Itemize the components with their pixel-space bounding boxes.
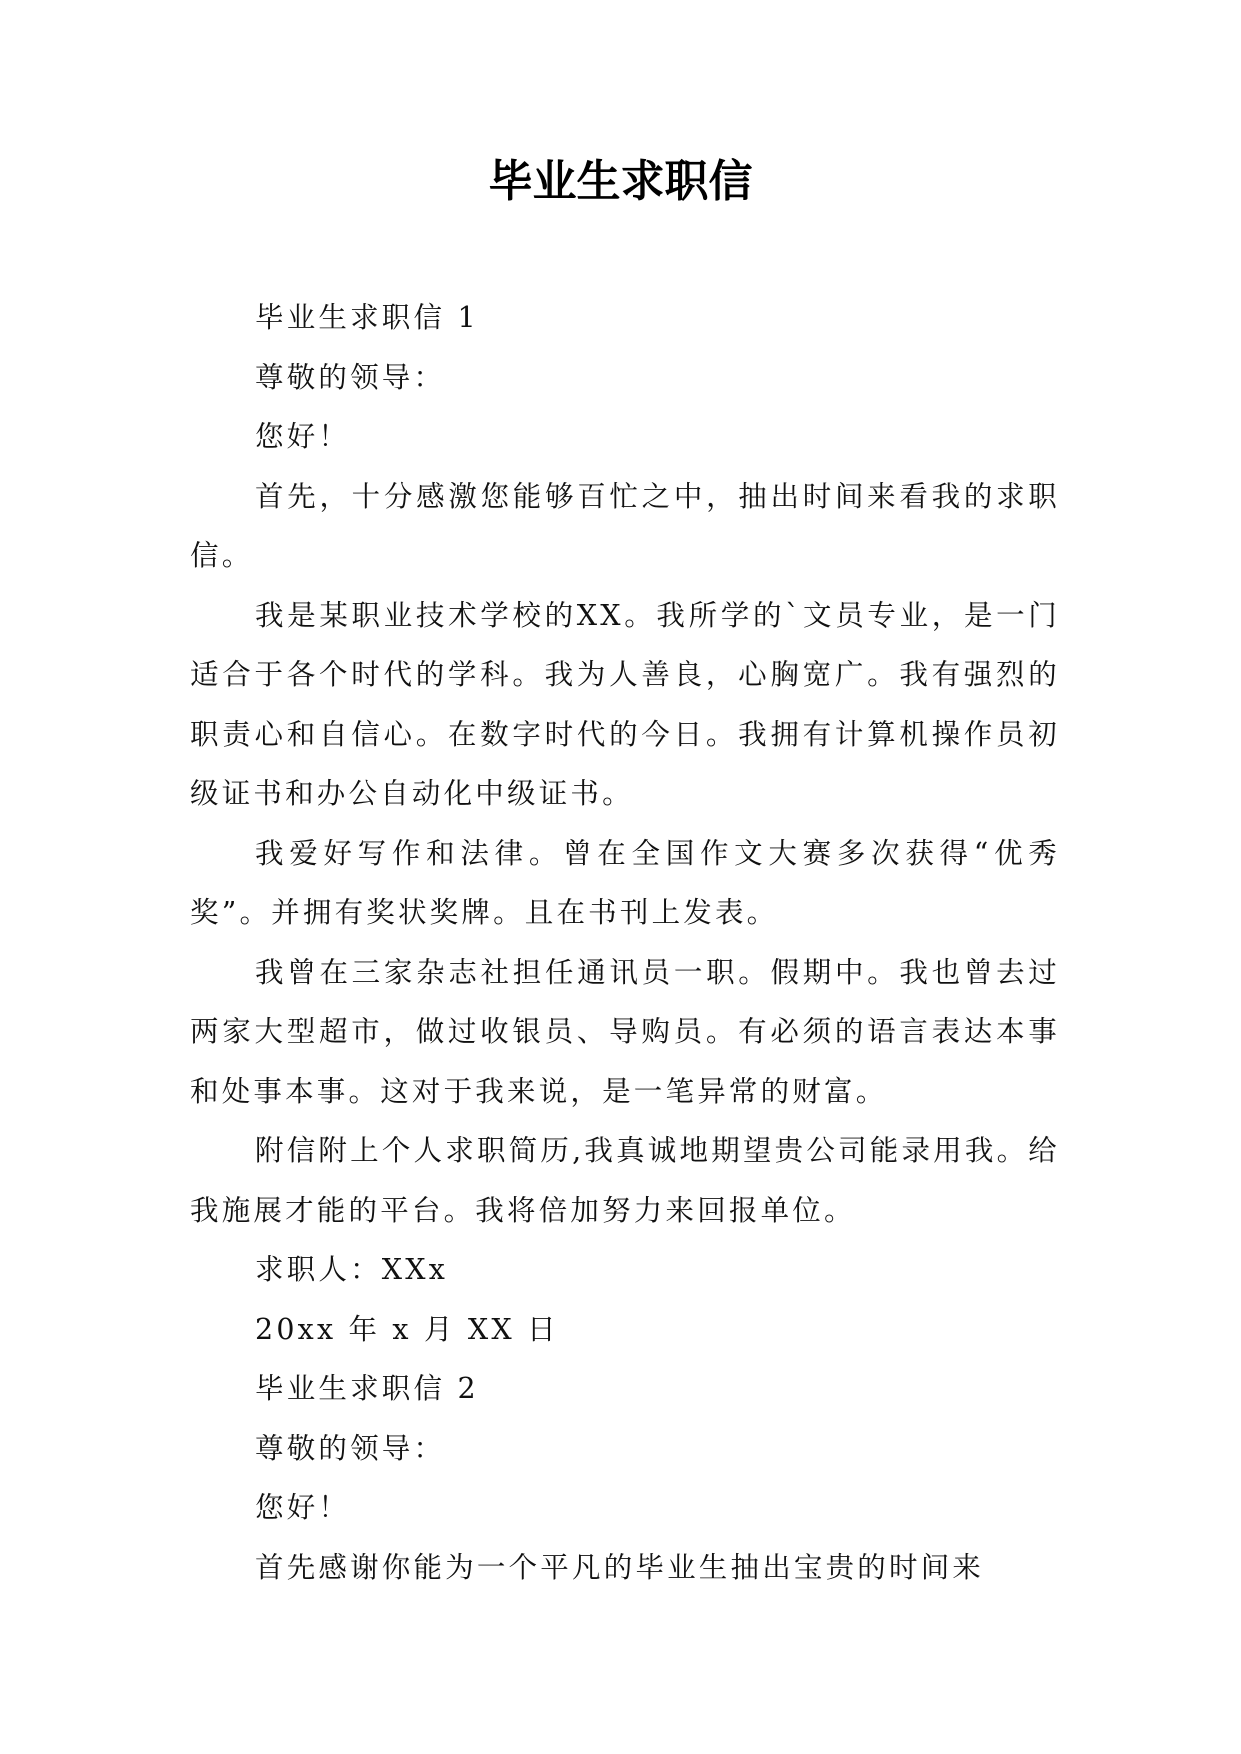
- paragraph-salutation: 尊敬的领导：: [255, 360, 446, 394]
- paragraph-heading-2: 毕业生求职信 2: [255, 1372, 479, 1405]
- paragraph-greeting: 您好！: [255, 420, 351, 453]
- document-title: 毕业生求职信: [488, 156, 753, 207]
- paragraph-salutation: 尊敬的领导：: [255, 1431, 446, 1465]
- paragraph: 附信附上个人求职简历,我真诚地期望贵公司能录用我。给我施展才能的平台。我将倍加努力来回报单位。: [190, 1134, 1060, 1227]
- document-body: [190, 288, 1060, 1597]
- paragraph-heading-1: 毕业生求职信 1: [255, 301, 479, 334]
- paragraph-signature: 求职人：XXx: [255, 1253, 449, 1286]
- paragraph: 我爱好写作和法律。曾在全国作文大赛多次获得“优秀奖”。并拥有奖状奖牌。且在书刊上发表。: [190, 836, 1060, 929]
- paragraph-date: 20xx 年 x 月 XX 日: [255, 1312, 559, 1346]
- paragraph: 首先，十分感激您能够百忙之中，抽出时间来看我的求职信。: [190, 479, 1060, 572]
- paragraph-greeting: 您好！: [255, 1491, 351, 1524]
- paragraph: 我是某职业技术学校的XX。我所学的`文员专业，是一门适合于各个时代的学科。我为人善良，心胸宽广。我有强烈的职责心和自信心。在数字时代的今日。我拥有计算机操作员初级证书和办公自动化中级证书。: [190, 598, 1060, 810]
- paragraph: 我曾在三家杂志社担任通讯员一职。假期中。我也曾去过两家大型超市，做过收银员、导购员。有必须的语言表达本事和处事本事。这对于我来说，是一笔异常的财富。: [190, 955, 1060, 1108]
- paragraph: 首先感谢你能为一个平凡的毕业生抽出宝贵的时间来: [255, 1550, 985, 1584]
